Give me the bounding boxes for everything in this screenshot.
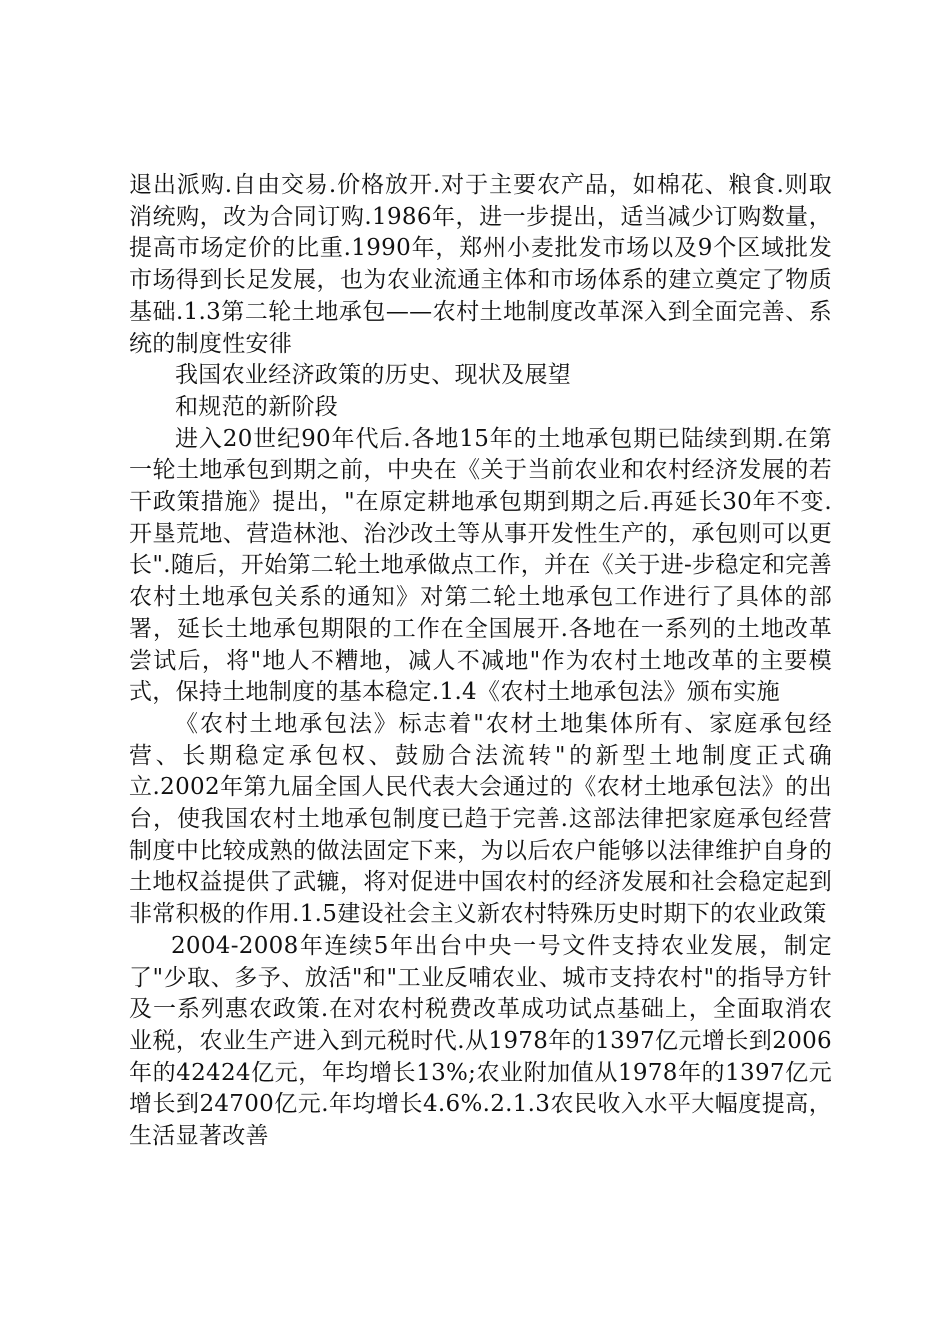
- paragraph-4: 2004-2008年连续5年出台中央一号文件支持农业发展，制定了"少取、多予、放活"和"工业反哺农业、城市支持农村"的指导方针及一系列惠农政策.在对农村税费改革成功试点基础上，全面取消农业税，农业生产进入到元税时代.从1978年的1397亿元增长到2006年的42424亿元，年均增长13%;农业附加值从1978年的1397亿元增长到24700亿元.年均增长4.6%.2.1.3农民收入水平大幅度提高，生活显著改善: [129, 932, 832, 1150]
- paragraph-1: 退出派购.自由交易.价格放开.对于主要农产品，如棉花、粮食.则取消统购，改为合同订购.1986年，进一步提出，适当减少订购数量，提高市场定价的比重.1990年，郑州小麦批发市场以及9个区域批发市场得到长足发展，也为农业流通主体和市场体系的建立奠定了物质基础.1.3第二轮土地承包——农村土地制度改革深入到全面完善、系统的制度性安徘: [129, 172, 832, 357]
- document-page: [129, 170, 832, 1153]
- subtitle-line: 和规范的新阶段: [175, 393, 339, 420]
- document-title: 我国农业经济政策的历史、现状及展望: [175, 362, 572, 389]
- paragraph-2: 进入20世纪90年代后.各地15年的土地承包期已陆续到期.在第一轮土地承包到期之前，中央在《关于当前农业和农村经济发展的若干政策措施》提出，"在原定耕地承包期到期之后.再延长30年不变.开垦荒地、营造林池、治沙改土等从事开发性生产的，承包则可以更长".随后，开始第二轮土地承做点工作，并在《关于进-步稳定和完善农村土地承包关系的通知》对第二轮土地承包工作进行了具体的部署，延长土地承包期限的工作在全国展开.各地在一系列的土地改革尝试后，将"地人不糟地，减人不减地"作为农村土地改革的主要模式，保持土地制度的基本稳定.1.4《农村土地承包法》颁布实施: [129, 425, 832, 706]
- paragraph-3: 《农村土地承包法》标志着"农材土地集体所有、家庭承包经营、长期稳定承包权、鼓励合法流转"的新型土地制度正式确立.2002年第九届全国人民代表大会通过的《农材土地承包法》的出台，使我国农村土地承包制度已趋于完善.这部法律把家庭承包经营制度中比较成熟的做法固定下来，为以后农户能够以法律维护自身的土地权益提供了武辘，将对促进中国农村的经济发展和社会稳定起到非常积极的作用.1.5建设社会主义新农村特殊历史时期下的农业政策: [129, 710, 832, 928]
